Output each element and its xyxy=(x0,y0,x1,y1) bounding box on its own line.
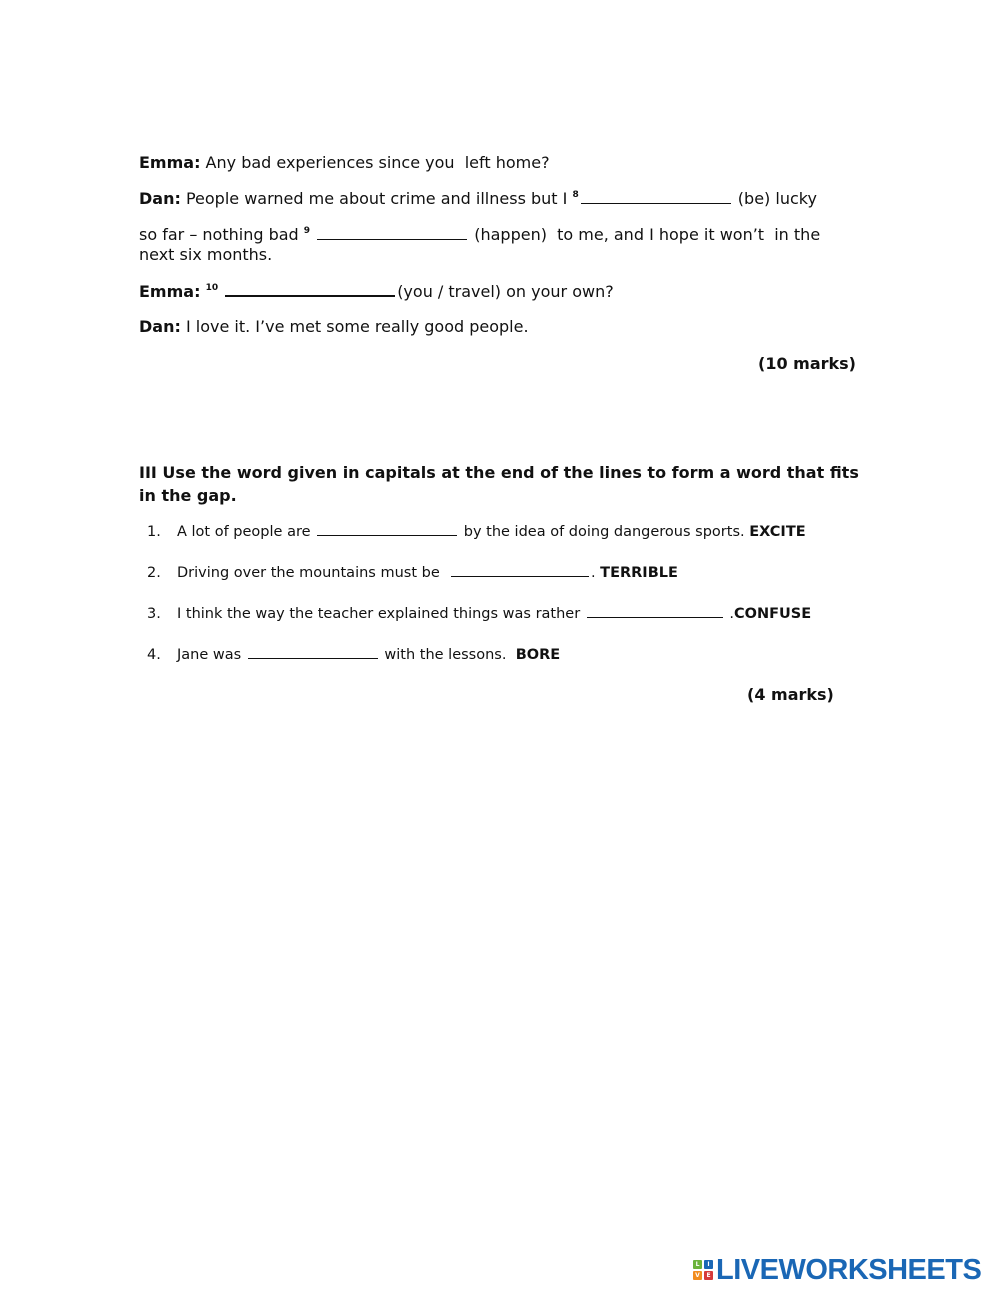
section-3-heading: III Use the word given in capitals at the end of the lines to form a word that fits in the gap. xyxy=(139,463,859,505)
item-number: 3. xyxy=(147,606,161,622)
item-text: . xyxy=(724,606,734,622)
dialogue-text: (be) lucky xyxy=(732,189,817,208)
item-number: 4. xyxy=(147,647,161,663)
answer-gap-item-3[interactable] xyxy=(587,605,723,618)
logo-letter-v: V xyxy=(693,1271,702,1280)
item-text: A lot of people are xyxy=(177,524,316,540)
item-number: 1. xyxy=(147,524,161,540)
dialogue-line-emma-2 xyxy=(139,281,614,302)
gap-number-9: 9 xyxy=(303,226,311,236)
dialogue-line-emma-1 xyxy=(139,153,550,173)
item-text: with the lessons. xyxy=(379,647,516,663)
dialogue-text: People warned me about crime and illness but I xyxy=(180,189,573,208)
dialogue-text: Any bad experiences since you left home? xyxy=(200,153,550,172)
gap-number-8: 8 xyxy=(572,190,579,200)
item-text: Driving over the mountains must be xyxy=(177,565,449,581)
answer-gap-9[interactable] xyxy=(317,225,467,240)
section-marks-10: (10 marks) xyxy=(758,354,856,373)
dialogue-text: I love it. I’ve met some really good people. xyxy=(180,317,529,336)
dialogue-line-dan-2 xyxy=(139,225,820,245)
dialogue-text: (happen) to me, and I hope it won’t in the xyxy=(469,225,821,244)
logo-text: LIVEWORKSHEETS xyxy=(716,1253,982,1286)
key-word: EXCITE xyxy=(749,524,806,540)
item-text: . xyxy=(590,565,601,581)
item-text: Jane was xyxy=(177,647,246,663)
item-number: 2. xyxy=(147,565,161,581)
dialogue-line-dan-3 xyxy=(139,245,272,265)
speaker-emma: Emma: xyxy=(139,153,201,172)
answer-gap-item-4[interactable] xyxy=(248,646,378,659)
exercise-item-3 xyxy=(147,605,811,623)
dialogue-text: next six months. xyxy=(139,245,273,264)
exercise-item-1 xyxy=(147,523,806,541)
logo-icon xyxy=(693,1260,713,1280)
exercise-item-2 xyxy=(147,564,678,582)
section-marks-4: (4 marks) xyxy=(747,685,834,704)
exercise-item-4 xyxy=(147,646,560,664)
dialogue-text: (you / travel) on your own? xyxy=(397,282,614,301)
gap-number-10: 10 xyxy=(205,283,219,293)
answer-gap-8[interactable] xyxy=(581,189,731,204)
answer-gap-item-2[interactable] xyxy=(451,564,589,577)
key-word: TERRIBLE xyxy=(600,565,678,581)
speaker-emma: Emma: xyxy=(139,282,201,301)
dialogue-line-dan-1 xyxy=(139,189,817,209)
answer-gap-item-1[interactable] xyxy=(317,523,457,536)
speaker-dan: Dan: xyxy=(139,317,181,336)
item-text: I think the way the teacher explained things was rather xyxy=(177,606,585,622)
answer-gap-10[interactable] xyxy=(225,281,395,297)
key-word: CONFUSE xyxy=(734,606,812,622)
liveworksheets-logo xyxy=(693,1253,982,1286)
logo-letter-l: L xyxy=(693,1260,702,1269)
key-word: BORE xyxy=(515,647,561,663)
logo-letter-e: E xyxy=(704,1271,713,1280)
speaker-dan: Dan: xyxy=(139,189,181,208)
dialogue-line-dan-4 xyxy=(139,317,529,337)
logo-letter-i: I xyxy=(704,1260,713,1269)
dialogue-text: so far – nothing bad xyxy=(139,225,304,244)
item-text: by the idea of doing dangerous sports. xyxy=(459,524,750,540)
